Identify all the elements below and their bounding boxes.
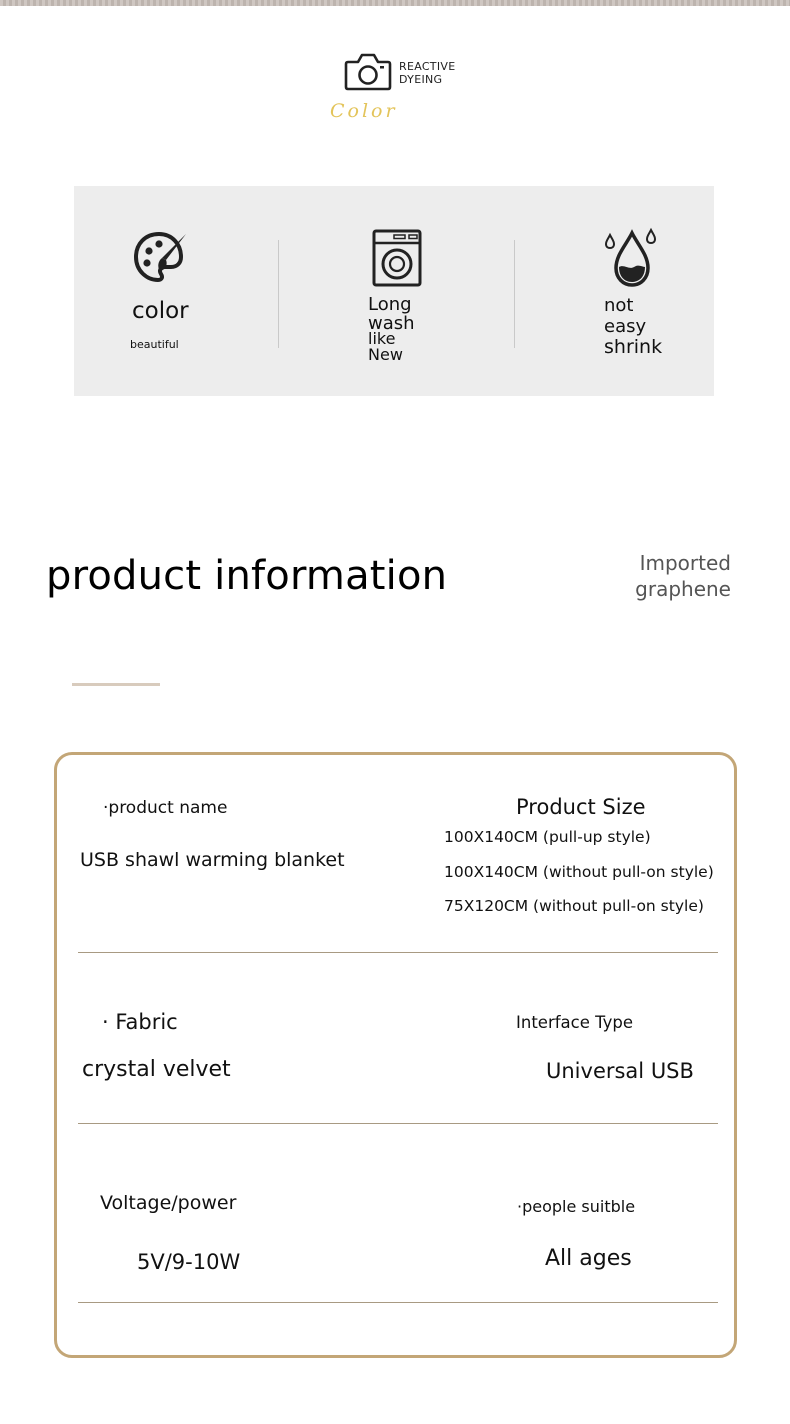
camera-icon (344, 52, 392, 92)
feature-wash-line-4: New (368, 345, 403, 364)
divider (514, 240, 515, 348)
interface-type-value: Universal USB (546, 1059, 694, 1083)
product-size-value-1: 100X140CM (pull-up style) (444, 828, 651, 846)
product-name-value: USB shawl warming blanket (80, 849, 345, 871)
feature-panel (74, 186, 714, 396)
palette-icon (132, 230, 190, 286)
feature-color-subtitle: beautiful (130, 338, 179, 351)
imported-graphene-label (600, 550, 731, 602)
reactive-dyeing-logo (330, 52, 464, 132)
people-suitable-value: All ages (545, 1246, 632, 1271)
fabric-label: · Fabric (102, 1010, 178, 1034)
row-divider (78, 1123, 718, 1124)
feature-wash-line-2: wash (368, 313, 415, 334)
product-size-value-2: 100X140CM (without pull-on style) (444, 863, 714, 881)
top-decorative-strip (0, 0, 790, 6)
people-suitable-label: ·people suitble (517, 1197, 636, 1216)
row-divider (78, 952, 718, 953)
water-drop-icon (604, 227, 662, 289)
voltage-value: 5V/9-10W (137, 1250, 241, 1274)
fabric-value: crystal velvet (82, 1057, 231, 1082)
washing-machine-icon (372, 229, 422, 287)
product-name-label: ·product name (103, 798, 228, 818)
product-size-value-3: 75X120CM (without pull-on style) (444, 897, 704, 915)
logo-script: Color (330, 100, 398, 122)
feature-color-title: color (132, 298, 189, 324)
feature-shrink-line-2: easy (604, 316, 647, 337)
logo-line-2: DYEING (399, 73, 443, 86)
voltage-label: Voltage/power (100, 1192, 237, 1214)
imported-line-2: graphene (635, 577, 731, 601)
accent-underline (72, 683, 160, 686)
feature-shrink-line-1: not (604, 295, 634, 316)
interface-type-label: Interface Type (516, 1013, 634, 1032)
section-title: product information (46, 553, 448, 599)
feature-shrink-line-3: shrink (604, 336, 663, 358)
product-size-label: Product Size (516, 795, 646, 819)
feature-wash-line-3: like (368, 329, 396, 348)
feature-wash-line-1: Long (368, 294, 412, 315)
row-divider (78, 1302, 718, 1303)
imported-line-1: Imported (639, 551, 731, 575)
logo-line-1: REACTIVE (399, 60, 456, 73)
divider (278, 240, 279, 348)
